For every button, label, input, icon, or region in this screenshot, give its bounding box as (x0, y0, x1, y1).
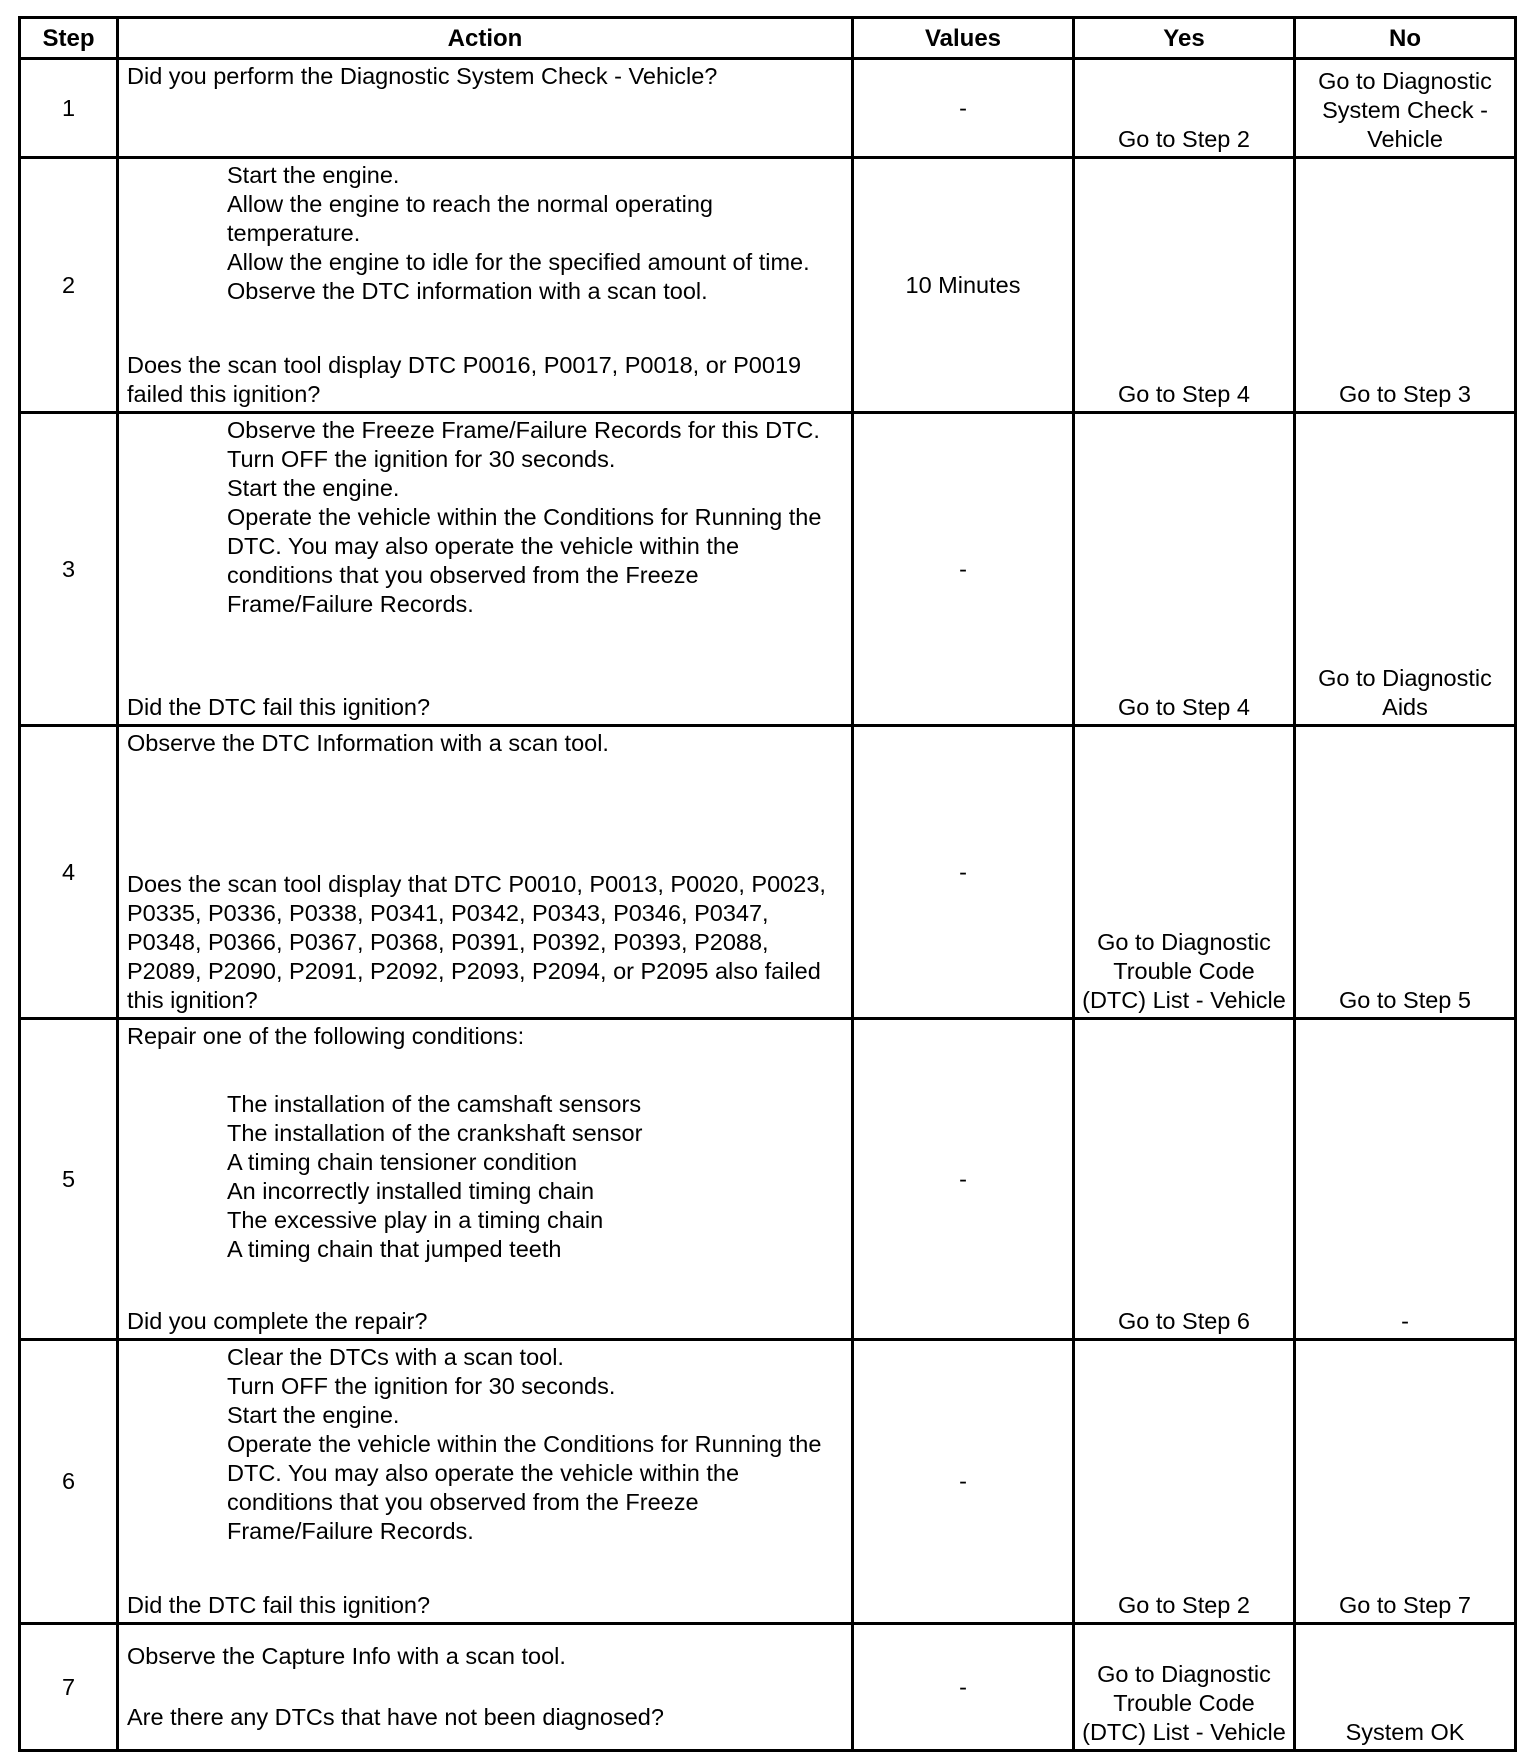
table-row (20, 1019, 1516, 1340)
step-number: 3 (20, 413, 118, 726)
action-cell (118, 158, 853, 413)
action-step-text: Turn OFF the ignition for 30 seconds. (227, 446, 616, 472)
action-question: Does the scan tool display that DTC P0010, P0013, P0020, P0023, P0335, P0336, P0338, P0341, P0342, P0343, P0346, P0347, P0348, P0366, P0367, P0368, P0391, P0392, P0393, P2088, P2089, P2090, P2091, P2092, P2093, P2094, or P2095 also failed this ignition? (127, 871, 826, 1013)
action-step-text: Start the engine. (227, 1402, 400, 1428)
step-number: 7 (20, 1624, 118, 1751)
no-cell: Go to Step 5 (1295, 726, 1516, 1019)
action-intro: Did you perform the Diagnostic System Check - Vehicle? (127, 63, 718, 89)
no-cell: Go to Step 7 (1295, 1340, 1516, 1624)
action-intro: Repair one of the following conditions: (127, 1023, 525, 1049)
action-question: Did the DTC fail this ignition? (127, 694, 431, 720)
action-step-text: Start the engine. (227, 162, 400, 188)
action-question: Did the DTC fail this ignition? (127, 1592, 431, 1618)
condition-item: A timing chain tensioner condition (227, 1149, 578, 1175)
no-cell: Go to Diagnostic System Check - Vehicle (1295, 59, 1516, 158)
action-intro: Observe the DTC Information with a scan tool. (127, 730, 609, 756)
yes-cell: Go to Diagnostic Trouble Code (DTC) List - Vehicle (1074, 1624, 1295, 1751)
no-cell: Go to Diagnostic Aids (1295, 413, 1516, 726)
value-cell: - (853, 59, 1074, 158)
value-cell: - (853, 413, 1074, 726)
condition-item: The excessive play in a timing chain (227, 1207, 604, 1233)
step-number: 6 (20, 1340, 118, 1624)
table-row (20, 158, 1516, 413)
action-step-text: Observe the DTC information with a scan tool. (227, 278, 708, 304)
action-step-text: Clear the DTCs with a scan tool. (227, 1344, 564, 1370)
table-row (20, 726, 1516, 1019)
action-step-text: Operate the vehicle within the Conditions for Running the DTC. You may also operate the vehicle within the conditions that you observed from the Freeze Frame/Failure Records. (227, 1431, 822, 1544)
action-steps (127, 416, 843, 619)
step-number: 2 (20, 158, 118, 413)
yes-cell: Go to Step 2 (1074, 59, 1295, 158)
yes-cell: Go to Step 6 (1074, 1019, 1295, 1340)
action-step-text: Allow the engine to idle for the specified amount of time. (227, 249, 810, 275)
value-cell: - (853, 1019, 1074, 1340)
action-cell (118, 59, 853, 158)
value-cell: - (853, 1340, 1074, 1624)
yes-cell: Go to Step 2 (1074, 1340, 1295, 1624)
action-cell (118, 1624, 853, 1751)
table-row (20, 1340, 1516, 1624)
action-step-text: Start the engine. (227, 475, 400, 501)
header-action: Action (118, 18, 853, 59)
no-cell: Go to Step 3 (1295, 158, 1516, 413)
action-intro: Observe the Capture Info with a scan tool. (127, 1643, 566, 1669)
action-step-text: Turn OFF the ignition for 30 seconds. (227, 1373, 616, 1399)
action-cell (118, 413, 853, 726)
value-cell: - (853, 1624, 1074, 1751)
action-cell (118, 1340, 853, 1624)
condition-list (127, 1090, 843, 1264)
table-row (20, 59, 1516, 158)
action-step-text: Allow the engine to reach the normal operating temperature. (227, 191, 713, 246)
action-steps (127, 1343, 843, 1546)
condition-item: A timing chain that jumped teeth (227, 1236, 562, 1262)
action-cell (118, 726, 853, 1019)
action-question: Does the scan tool display DTC P0016, P0017, P0018, or P0019 failed this ignition? (127, 352, 802, 407)
table-row (20, 1624, 1516, 1751)
header-yes: Yes (1074, 18, 1295, 59)
action-step-text: Operate the vehicle within the Conditions for Running the DTC. You may also operate the vehicle within the conditions that you observed from the Freeze Frame/Failure Records. (227, 504, 822, 617)
action-cell (118, 1019, 853, 1340)
condition-item: An incorrectly installed timing chain (227, 1178, 595, 1204)
diagnostic-table (18, 16, 1517, 1752)
action-question: Did you complete the repair? (127, 1308, 428, 1334)
header-step: Step (20, 18, 118, 59)
action-step-text: Observe the Freeze Frame/Failure Records for this DTC. (227, 417, 820, 443)
yes-cell: Go to Step 4 (1074, 158, 1295, 413)
action-steps (127, 161, 843, 306)
condition-item: The installation of the crankshaft sensor (227, 1120, 643, 1146)
step-number: 5 (20, 1019, 118, 1340)
step-number: 4 (20, 726, 118, 1019)
value-cell: - (853, 726, 1074, 1019)
value-cell: 10 Minutes (853, 158, 1074, 413)
yes-cell: Go to Step 4 (1074, 413, 1295, 726)
action-question: Are there any DTCs that have not been diagnosed? (127, 1704, 664, 1730)
table-row (20, 413, 1516, 726)
header-row (20, 18, 1516, 59)
header-no: No (1295, 18, 1516, 59)
no-cell: - (1295, 1019, 1516, 1340)
condition-item: The installation of the camshaft sensors (227, 1091, 642, 1117)
step-number: 1 (20, 59, 118, 158)
header-values: Values (853, 18, 1074, 59)
no-cell: System OK (1295, 1624, 1516, 1751)
yes-cell: Go to Diagnostic Trouble Code (DTC) List - Vehicle (1074, 726, 1295, 1019)
